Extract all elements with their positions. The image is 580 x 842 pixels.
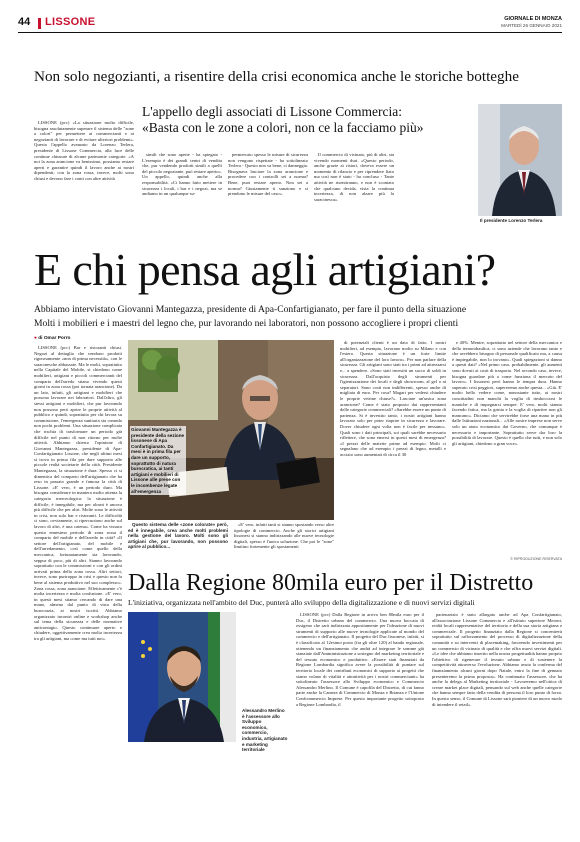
merlino-photo — [128, 612, 236, 742]
header-rule — [18, 32, 562, 33]
story3-subhead: L'iniziativa, organizzata nell'ambito del Duc, punterà allo sviluppo della digitalizzazione e di nuovi servizi digitali — [128, 598, 475, 607]
story2-column-4: di potenziali clienti è un dato di fatto. I nostri mobilieri, ad esempio, lavorano molto su Milano e con l'estero. Questa situazione è un forte limite all'organizzazione del loro lavoro». Per non parlare della sicurezza. Gli artigiani sono stati tra i primi ad attrezzarsi e... a spendere. «Sono stati investiti un sacco di soldi in sicurezza. Dall'acquisto degli strumenti per l'igienizzazione dei locali e degli showroom, al gel o ai separatori. Sono costi non indifferenti, spesso anche di migliaia di euro. Per cosa? Magari per vedersi chiudere le proprie vetrine chiuse?». Lasciare un'unica zona arancione? Come è stato proposto dai rappresentanti delle categorie commerciali? «Sarebbe essere un punto di partenza. Si è investito tanto, i nostri artigiani hanno lavorato solo per poter riaprire in sicurezza e lavorare. Dover chiudere ogni volta non è facile per nessuno». Quali sono i dati principali, soi quali sarebbe necessario riflettere, che sono emersi in questi mesi di emergenza? «I prezzi delle materie prime ad esempio. Molti ci segnalano che ad esempio i prezzi di legno, metalli e acciaio sono aumentati di circa il 30 — [340, 340, 446, 457]
portrait-illustration — [478, 104, 562, 216]
story2-subhead-1: Abbiamo intervistato Giovanni Mantegazza, presidente di Apa-Confartigianato, per fare il punto della situazione — [34, 304, 467, 315]
issue-date: MARTEDÌ 26 GENNAIO 2021 — [501, 23, 562, 28]
terlera-photo — [478, 104, 562, 216]
mantegazza-caption-text: Giovanni Mantegazza è presidente della sezione lissonese di Apa Confartigianato. Da mesi è in prima fila per dare un supporto, soprattutto di natura burocratica, ai tanti artigiani e mobilieri di Lissone alle prese con le incombenze legate all'emergenza — [131, 427, 185, 494]
story1-column-3: permercato spesso le misure di sicurezza non vengono rispettate - ha sottolineato Terlera - Questo non va bene, ci danneggia. Bisognava lasciare la zona arancione e procedere con i controlli sei a norma? Bene, puoi restare aperto. Non sei a norma? Giustamente ti sanziono e si prendono le misure del caso». — [228, 152, 308, 197]
story1-column-1: LISSONE (pcc) «La situazione molto difficile, bisogna assolutamente superare il sistema delle "zone a colori" per permettere ai commercianti e ai negozianti di lavorare e di evitare ulteriori problemi». Questo l'appello avanzato da Lorenzo Terlera, presidente di Lissone Commercia, alla luce delle continue chiusure di alcune parimonie categorie. «A noi la zona arancione va benissimo, possiamo restare aperti e garantire quindi il lavoro anche ai nostri dipendenti; con la zona rossa, invece, molti sono chiusi e devono fare i conti con altre attività — [34, 120, 134, 181]
merlino-photo-caption: Alessandro Merlino è l'assessore allo Sviluppo economico, commercio, industria, artigianato e marketing territoriale — [242, 708, 288, 753]
terlera-photo-caption: Il presidente Lorenzo Terlera — [480, 218, 543, 223]
story3-headline: Dalla Regione 80mila euro per il Distretto — [128, 570, 534, 596]
story3-column-2: partenariato è stato allargato anche ad Apa Confartigianato, all'associazione Lissone Commercia e all'istituto superiore Meroni, realtà locali rappresentative del territorio e della sua storia artigiana e commerciale. Il progetto finanziato dalla Regione si concentrerà soprattutto sul rafforzamento del processo di digitalizzazione della comunità e su interventi di placemaking, favorendo investimenti per un commercio di vicinato di qualità e che offra nuovi servizi digitali. «Le idee che abbiamo inserito nella nostra progettualità hanno proprio l'obiettivo di rigenerare il tessuto urbano e di sostenere la competitività attraverso l'evoluzione. Abbiamo avuto la conferma del finanziamento alcuni giorni dopo Natale, entro la fine di gennaio presenteremo la prima proposta». Ha continuato l'assessore, che ha anche la delega al Marketing territoriale - Lavoreremo nell'ottica di creare market place digitali, pensando sul web anche quelle categorie che hanno sempre fatto della vendita di persona il loro punto di forza. In questo senso, il Comune di Lissone sarà pioniere di un nuovo modo di intendere il retail». — [432, 612, 562, 707]
story2-column-2: Questo sistema delle «zone colorate» però, ed è innegabile, crea anche molti problemi nella gestione del lavoro. Molti sono gli artigiani che, pur lavorando, non possono aprire al pubblico... — [128, 522, 228, 550]
top-headline: Non solo negozianti, a risentire della crisi economica anche le storiche botteghe — [34, 68, 519, 85]
story1-column-2: simili che sono aperte - ha spiegato - L'esempio è dei grandi centri di vendita che, pur vendendo prodotti simili a quelli del piccolo negoziante, può restare aperto». Un appello, quindi anche alla responsabilità. «Ci hanno fatto mettere in sicurezza i locali, i bar e i negozi, ma se andiamo in un qualunque su- — [142, 152, 222, 197]
story2-column-5: e 40%. Mentre, soprattutto nel settore della meccanica e della termoidraulica, ci sono aziende che lavorano tanto e che avrebbero bisogno di personale qualificato ma, a causa è impiegabile, non lo trovano». Quali spiegazioni si danno a questi dati? «Nel primo caso, probabilmente, gli aumenti sono dovuti ai costi di trasporto. Nel secondo caso, invece, bisogna guardare più a come funziona il mercato del lavoro». I lissonesi però hanno le tempra dura. Hanno superato crisi peggiori, supereremo anche questa... «Già. E' molto bello vedere come, nonostante tutto, ai nostri concittadini non manchi la voglia di rimboccarsi le maniche e di impegnarsi sempre. E' vero, molti stanno facendo fatica, ma la grinta e la voglia di ripartire non gli mancano». Diciamo che servirebbe forse una mano in più dalle Istituzioni nazionali... «Alle nostre imprese non serve solo un aiuto economico dai Governo, che comunque è necessario e importante. Soprattutto serve dar loro la possibilità di lavorare. Questo è quello che tutti, e non solo gli artigiani, chiedono a gran voce». — [452, 340, 562, 446]
story1-kicker: L'appello degli associati di Lissone Commercia: — [142, 104, 402, 119]
newspaper-name: GIORNALE DI MONZA — [504, 16, 562, 22]
story1-title: «Basta con le zone a colori, non ce la facciamo più» — [142, 120, 424, 135]
story2-headline: E chi pensa agli artigiani? — [34, 244, 496, 295]
section-name: LISSONE — [45, 16, 96, 28]
byline-text: di Omar Porro — [38, 336, 71, 341]
portrait-flags-illustration — [128, 612, 236, 742]
story2-column-1: LISSONE (pcc) Bar e ristoranti chiusi. Negozi al dettaglio che vendono prodotti rigorosamente «non di prima necessità», con le saracinesche abbassate. Ma le molti, soprattutto nella Capitale del Mobile, si chiedono come mobilieri, artigiani e piccoli commercianti del comparto dell'arredo stiano vivendo questi giorni in zona rossa (poi tornata arancione). Da un lato, infatti, gli artigiani e mobilieri che possono lavorare nei laboratori. Dall'altro, gli stessi artigiani e mobilieri, che pur lavorando non possono però aprire le proprie attività al pubblico e quindi, soprattutto per chi lavora su commissione, l'emergenza sanitaria sta creando non pochi problemi. Una situazione complicata che rischia di trasformare un periodo già difficile nel punto di non ritorno per molte attività. Abbiamo chiesto l'opinione di Giovanni Mantegazza, presidente di Apa-Confartigianato Lissone, che negli ultimi mesi si trova in prima fila per dare supporto alle piccole realtà societarie della città. Presidente Mantegazza, la situazione è dura. Spesso ci si dimentica del comparto dell'artigianato che ha reso in passato grande e famosa la città di Lissone. «E' vero, è un periodo duro. Ma bisogna considerare in maniera molto attenta la categoria merceologica: la situazione è difficile, è innegabile, ma per alcuni è ancora più difficile che per altri. Molte sono le attività in crisi, non solo bar e ristoranti. Le difficoltà ci sono, ovviamente, si ripercuotono anche sul lavoro di altri, è una catena». Come ha vissuto questo ennesimo periodo di zona rossa il comparto del mobile e dell'arredo in città? «Il settore dell'artigianato, del mobile e dell'arredamento, così come quello della meccanica, fortunatamente sta lavorando, seppur di poco, più di altri. Stanno lavorando soprattutto con le commissioni e con gli ordini arrivati prima della zona rossa. Altri settori, invece, sono purtroppo in crisi e questo non fa bene al sistema produttivo nel suo complesso». Zona rossa, zona arancione. Effettivamente c'è molta incertezza e molta confusione. «E' vero, in questi mesi stiamo cercando di dare una mano, almeno dal punto di vista della burocrazia, ai nostri iscritti. Abbiamo organizzato incontri online e workshop anche sul tema della sicurezza e delle normative anticontagio. Questo continuare aperto e chiudere, oggettivamente crea molta incertezza tra gli artigiani, ma come ma tutti noi». — [34, 345, 122, 641]
story2-byline — [34, 336, 71, 341]
story2-column-3: «E' vero, infatti tanti si stanno spostando verso altre tipologie di commercio. Anche gli storici artigiani lissonesi si stanno indirizzando alle nuove tecnologie digitali, spesso è l'unica soluzione. Che poi le "zone" limitino fortemente gli spostamenti — [234, 522, 334, 550]
story2-rights: © RIPRODUZIONE RISERVATA — [510, 557, 562, 561]
story2-subhead-2: Molti i mobilieri e i maestri del legno che, pur lavorando nei laboratori, non possono accogliere i propri clienti — [34, 318, 459, 329]
section-bar — [38, 18, 41, 29]
story3-column-1: LISSONE (pcc) Dalla Regione in arrivo ben 80mila euro per il Duc, il Distretto urbano del commercio. Una nuova boccata di ossigeno che sarà indirizzata appositamente per l'ideazione di nuovi strumenti di supporto alle nuove tecnologie applicate al mondo del commercio e dell'artigianato. Il progetto del Duc lissonese, infatti, si è classificato al 12esimo posto (fra gli oltre 120) al bando regionale, ottenendo un finanziamento che andrà ad integrare le somme già stanziate dall'Amministrazione a sostegno del marketing territoriale e del tessuto economico e produttivo. «Essere stati finanziati da Regione Lombardia significa avere la possibilità di puntare sul territorio locale dei contributi economici di supporto ai progetti che siamo volano di vitalità e attrattività per i nostri commercianti» ha sottolineato l'assessore allo Sviluppo economico e Commercio Alessandro Merlino. Il Comune è capofila del Distretto, di cui fanno parte anche la Camera di Commercio di Monza e Brianza e l'Unione Confcommercio Imprese. Per questo importante progetto sottoposto a Regione Lombardia, il — [296, 612, 424, 707]
byline-dot: ● — [34, 336, 39, 341]
page-number: 44 — [18, 16, 31, 28]
story1-column-4: Il commercio di vicinato, più di altri, sta vivendo momenti duri. «Questo periodo, anche grazie ai ristori, doveva essere un momento di rilancio e per riprendere fiato ma così non è stato - ha concluso - Tante attività ne risentiranno, e non è scontato che qualcuno decida, vista la continua incertezza, di non alzare più la saracinesca». — [314, 152, 394, 202]
